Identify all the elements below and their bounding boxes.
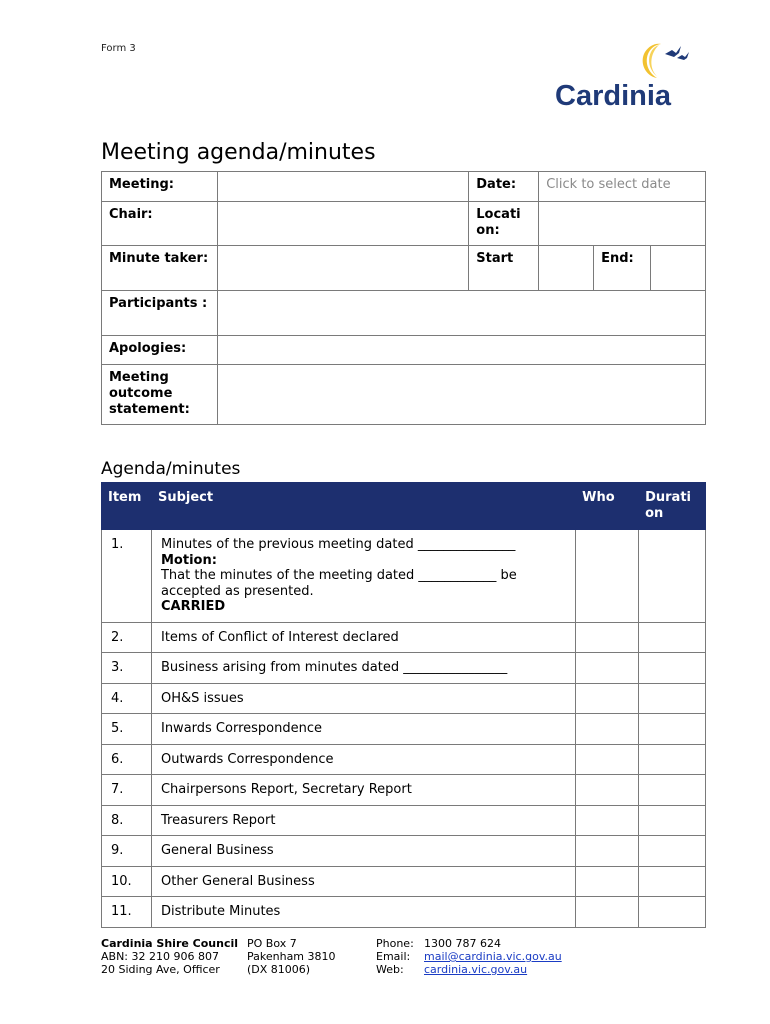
table-row	[102, 897, 706, 928]
carried-label: CARRIED	[160, 599, 226, 614]
apologies-label: Apologies:	[102, 336, 218, 365]
phone-number: 1300 787 624	[424, 937, 501, 950]
who-cell[interactable]	[576, 714, 639, 745]
email-label: Email:	[376, 950, 411, 963]
date-picker-field[interactable]: Click to select date	[539, 172, 706, 202]
agenda-table	[101, 482, 706, 928]
item-number: 7.	[102, 775, 152, 806]
web-label: Web:	[376, 963, 404, 976]
item-number: 4.	[102, 683, 152, 714]
chair-field[interactable]	[217, 202, 468, 246]
column-header-subject: Subject	[151, 483, 575, 530]
end-label: End:	[594, 246, 651, 291]
duration-cell[interactable]	[639, 714, 706, 745]
footer-contact-values	[424, 937, 562, 976]
cardinia-logo	[553, 40, 698, 118]
table-row	[102, 622, 706, 653]
item-subject: Distribute Minutes	[151, 897, 575, 928]
item-subject: Outwards Correspondence	[151, 744, 575, 775]
who-cell[interactable]	[576, 836, 639, 867]
start-label: Start	[469, 246, 539, 291]
item-subject	[151, 530, 575, 623]
table-row	[102, 775, 706, 806]
column-header-who: Who	[576, 483, 639, 530]
item-number: 1.	[102, 530, 152, 623]
table-row	[102, 866, 706, 897]
who-cell[interactable]	[576, 622, 639, 653]
who-cell[interactable]	[576, 866, 639, 897]
duration-cell[interactable]	[639, 836, 706, 867]
street-address: 20 Siding Ave, Officer	[101, 963, 220, 976]
end-time-field[interactable]	[651, 246, 706, 291]
agenda-section-title: Agenda/minutes	[101, 459, 241, 479]
item-subject: Business arising from minutes dated ________________	[151, 653, 575, 684]
duration-cell[interactable]	[639, 744, 706, 775]
abn-text: ABN: 32 210 906 807	[101, 950, 219, 963]
footer-contact-labels	[376, 937, 414, 976]
council-name: Cardinia Shire Council	[101, 937, 239, 950]
who-cell[interactable]	[576, 683, 639, 714]
item-subject: Chairpersons Report, Secretary Report	[151, 775, 575, 806]
table-row	[102, 805, 706, 836]
meeting-details-table	[101, 171, 706, 425]
who-cell[interactable]	[576, 775, 639, 806]
duration-cell[interactable]	[639, 653, 706, 684]
minute-taker-field[interactable]	[217, 246, 468, 291]
chair-label: Chair:	[102, 202, 218, 246]
duration-cell[interactable]	[639, 775, 706, 806]
item-number: 6.	[102, 744, 152, 775]
duration-cell[interactable]	[639, 897, 706, 928]
email-link[interactable]: mail@cardinia.vic.gov.au	[424, 950, 562, 963]
item-number: 9.	[102, 836, 152, 867]
item-subject: OH&S issues	[151, 683, 575, 714]
column-header-item: Item	[102, 483, 152, 530]
location-label: Locati on:	[469, 202, 539, 246]
who-cell[interactable]	[576, 530, 639, 623]
minute-taker-label: Minute taker:	[102, 246, 218, 291]
table-row	[102, 714, 706, 745]
item-number: 8.	[102, 805, 152, 836]
column-header-duration: Durati on	[639, 483, 706, 530]
postal-town: Pakenham 3810	[247, 950, 336, 963]
phone-label: Phone:	[376, 937, 414, 950]
duration-cell[interactable]	[639, 805, 706, 836]
item-number: 2.	[102, 622, 152, 653]
meeting-label: Meeting:	[102, 172, 218, 202]
outcome-statement-field[interactable]	[217, 365, 705, 425]
logo-wordmark: Cardinia	[555, 80, 672, 112]
duration-cell[interactable]	[639, 530, 706, 623]
outcome-statement-label: Meeting outcome statement:	[102, 365, 218, 425]
footer-postal-info	[247, 937, 336, 976]
item-subject: General Business	[151, 836, 575, 867]
item-subject: Other General Business	[151, 866, 575, 897]
table-row	[102, 653, 706, 684]
table-row	[102, 683, 706, 714]
previous-minutes-text: Minutes of the previous meeting dated _______________	[160, 537, 516, 552]
item-number: 10.	[102, 866, 152, 897]
item-subject: Inwards Correspondence	[151, 714, 575, 745]
duration-cell[interactable]	[639, 866, 706, 897]
duration-cell[interactable]	[639, 622, 706, 653]
duration-cell[interactable]	[639, 683, 706, 714]
item-number: 11.	[102, 897, 152, 928]
item-number: 5.	[102, 714, 152, 745]
table-row	[102, 530, 706, 623]
dx-number: (DX 81006)	[247, 963, 311, 976]
who-cell[interactable]	[576, 805, 639, 836]
participants-field[interactable]	[217, 291, 705, 336]
page-title: Meeting agenda/minutes	[101, 140, 376, 165]
participants-label: Participants :	[102, 291, 218, 336]
start-time-field[interactable]	[539, 246, 594, 291]
location-field[interactable]	[539, 202, 706, 246]
footer-council-info	[101, 937, 238, 976]
date-label: Date:	[469, 172, 539, 202]
item-subject: Items of Conflict of Interest declared	[151, 622, 575, 653]
item-subject: Treasurers Report	[151, 805, 575, 836]
form-number-label: Form 3	[101, 43, 136, 54]
who-cell[interactable]	[576, 653, 639, 684]
motion-text: That the minutes of the meeting dated ____________ be accepted as presented.	[160, 568, 517, 599]
website-link[interactable]: cardinia.vic.gov.au	[424, 963, 528, 976]
apologies-field[interactable]	[217, 336, 705, 365]
who-cell[interactable]	[576, 897, 639, 928]
motion-label: Motion:	[160, 552, 217, 568]
item-number: 3.	[102, 653, 152, 684]
who-cell[interactable]	[576, 744, 639, 775]
table-row	[102, 744, 706, 775]
table-row	[102, 836, 706, 867]
meeting-field[interactable]	[217, 172, 468, 202]
po-box: PO Box 7	[247, 937, 297, 950]
